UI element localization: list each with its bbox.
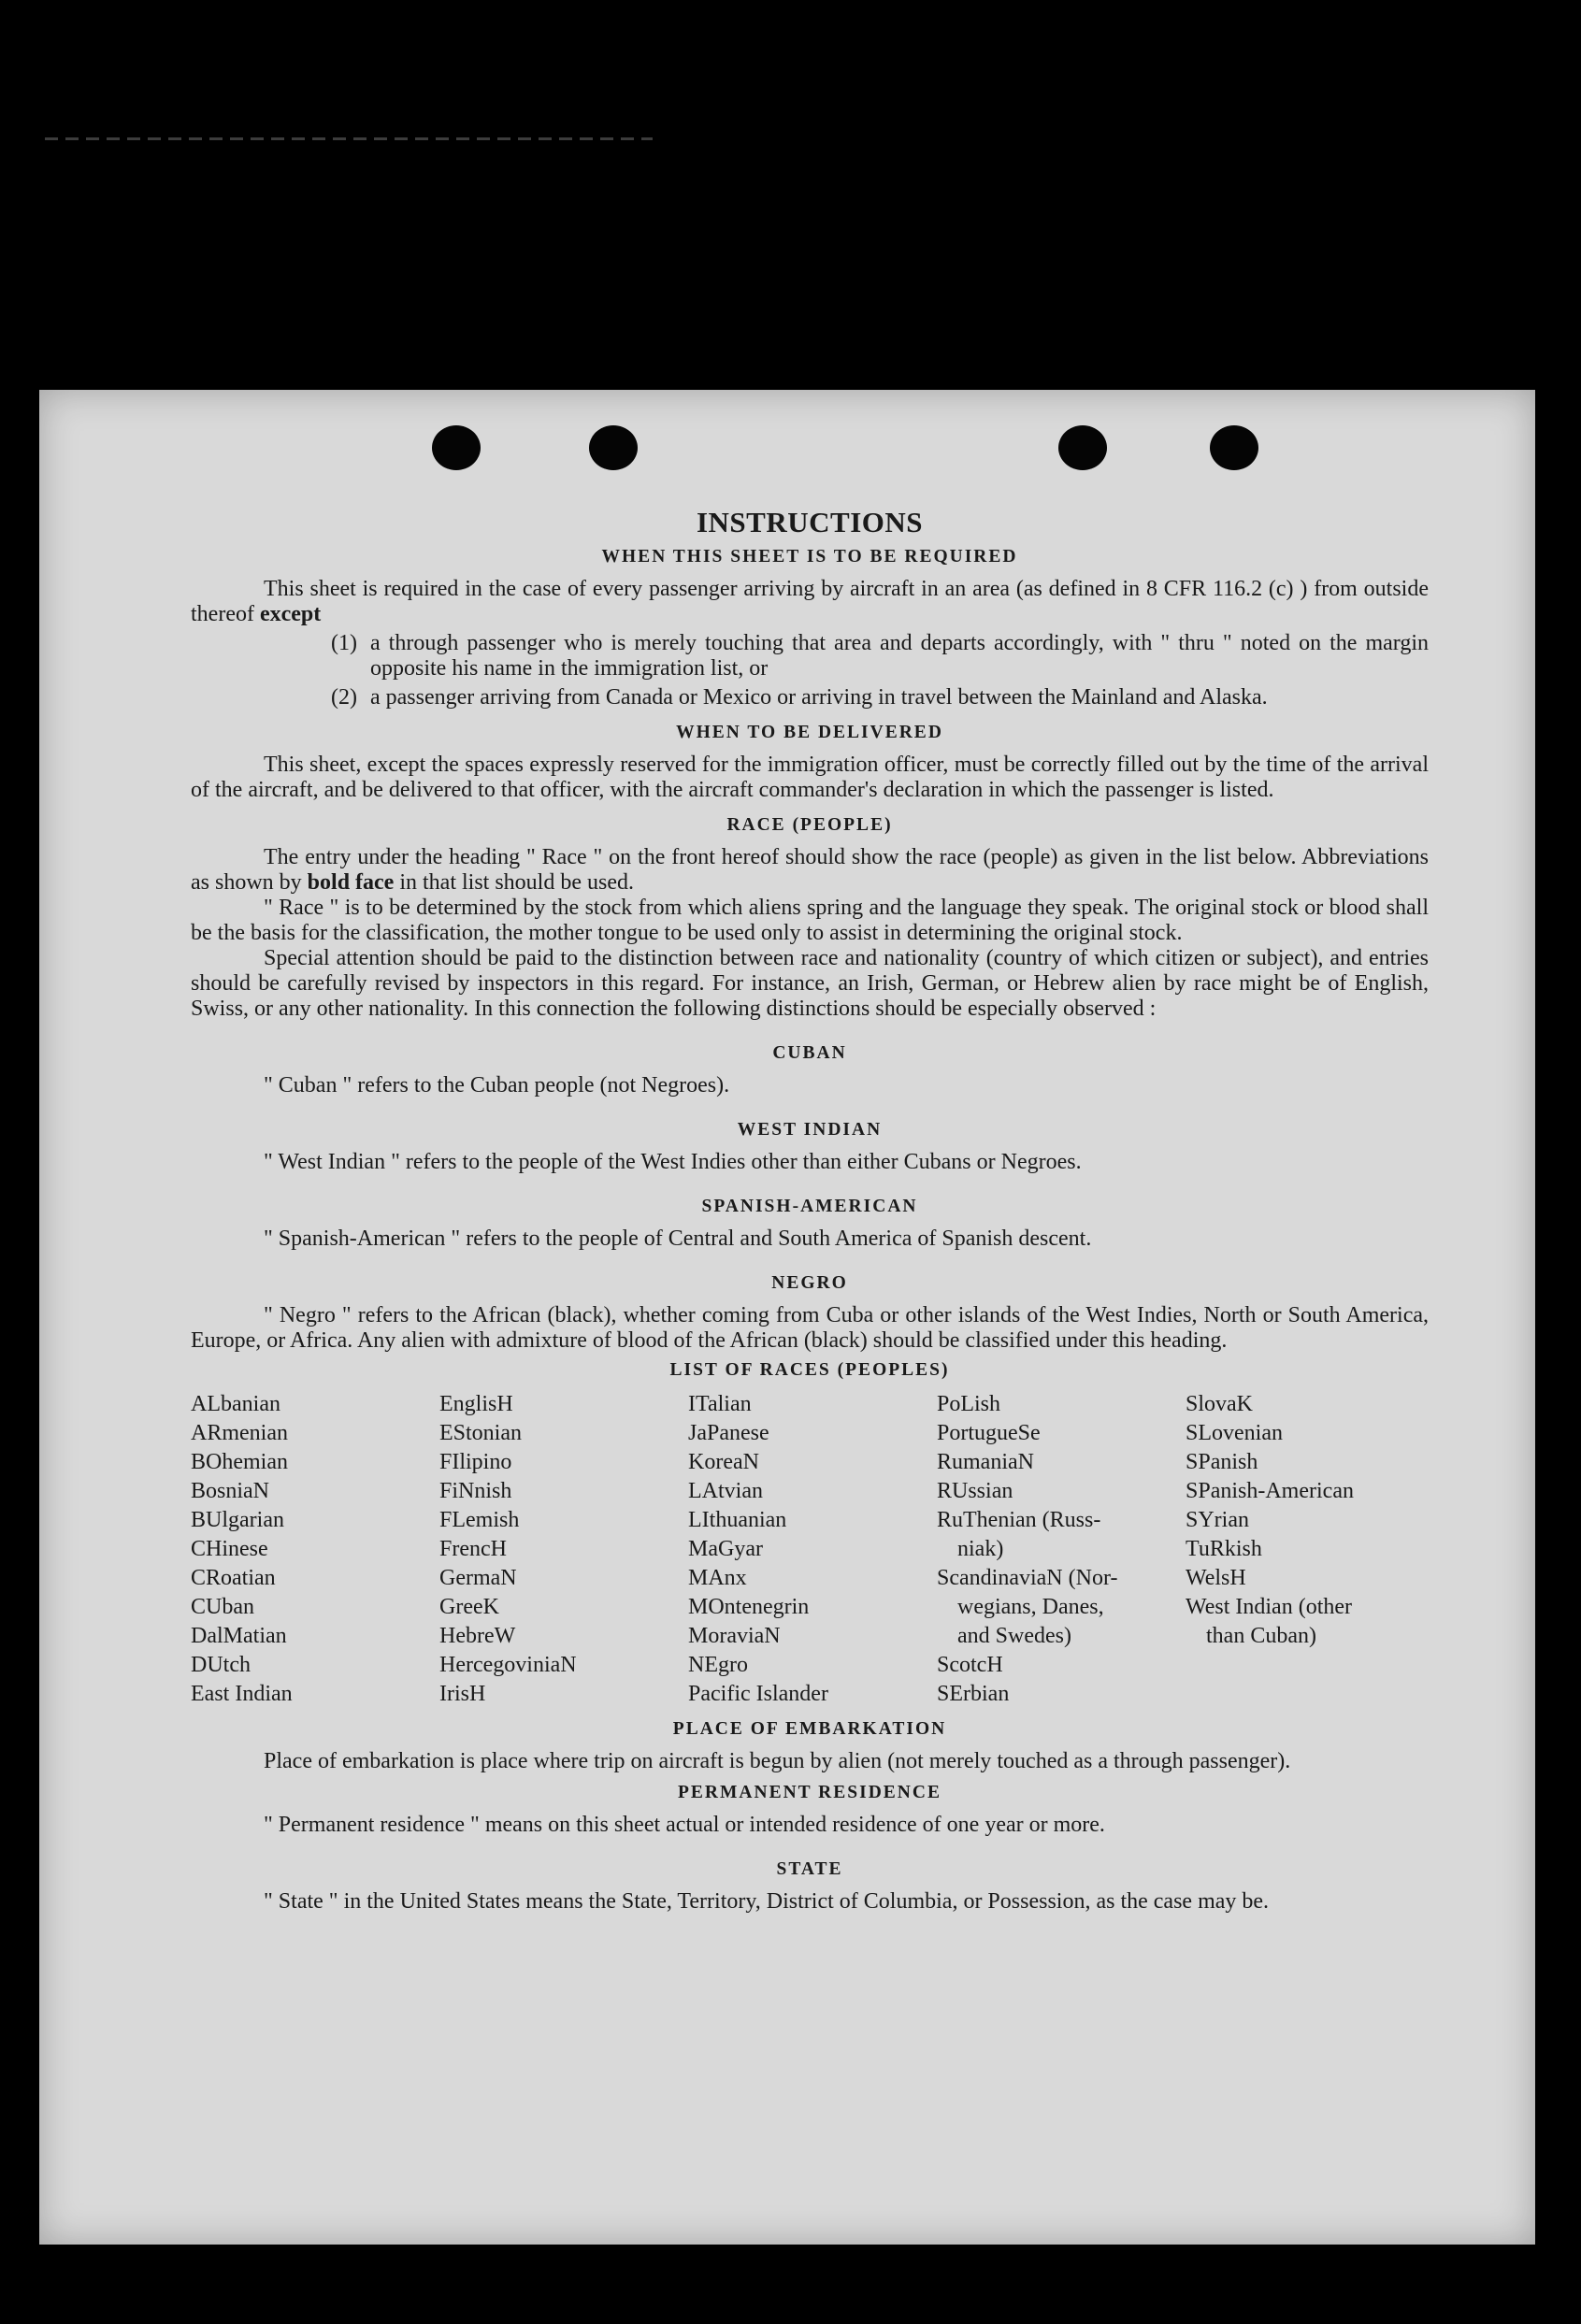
race-entry: SLovenian (1186, 1421, 1283, 1445)
race-entry: PoLish (937, 1392, 1001, 1416)
section-heading-required: WHEN THIS SHEET IS TO BE REQUIRED (601, 547, 1018, 567)
negro-text: " Negro " refers to the African (black), whether coming from Cuba or other islands of the West Indies, North or South America, Europe, or Africa. Any alien with admixture of blood of the African (black) should be classified under this heading. (191, 1303, 1429, 1353)
race-entry: Pacific Islander (688, 1682, 828, 1706)
punch-hole (589, 425, 638, 470)
race-entry: BOhemian (191, 1450, 288, 1474)
race-entry: ScandinaviaN (Nor- (937, 1566, 1118, 1590)
race-paragraph-2: " Race " is to be determined by the stock from which aliens spring and the language they speak. The original stock or blood shall be the basis for the classification, the mother tongue to be used only to assist in determining the original stock. (191, 896, 1429, 945)
race-entry: BosniaN (191, 1479, 269, 1503)
punch-hole (432, 425, 481, 470)
section-heading-race: RACE (PEOPLE) (726, 815, 893, 835)
races-column (439, 1390, 688, 1709)
required-item (331, 685, 1429, 710)
race-entry: MOntenegrin (688, 1595, 810, 1619)
section-heading-spanish-american: SPANISH-AMERICAN (701, 1197, 918, 1216)
section-heading-cuban: CUBAN (772, 1043, 847, 1063)
west-indian-text: " West Indian " refers to the people of the West Indies other than either Cubans or Negroes. (264, 1150, 1082, 1174)
delivered-text: This sheet, except the spaces expressly reserved for the immigration officer, must be correctly filled out by the time of the arrival of the aircraft, and be delivered to that officer, with the aircraft commander's declaration in which the passenger is listed. (191, 753, 1429, 802)
race-entry: ALbanian (191, 1392, 280, 1416)
race-entry: DUtch (191, 1653, 251, 1677)
document-content (191, 506, 1429, 1915)
state-text: " State " in the United States means the State, Territory, District of Columbia, or Possession, as the case may be. (264, 1889, 1270, 1914)
section-heading-races-list: LIST OF RACES (PEOPLES) (669, 1360, 950, 1380)
race-entry: GreeK (439, 1595, 499, 1619)
residence-text: " Permanent residence " means on this sheet actual or intended residence of one year or more. (264, 1813, 1105, 1837)
page-title: INSTRUCTIONS (696, 506, 923, 538)
race-entry: BUlgarian (191, 1508, 284, 1532)
race-entry: RuThenian (Russ- (937, 1508, 1101, 1532)
punch-hole (1210, 425, 1258, 470)
required-intro (191, 577, 1429, 627)
race-entry: FiNnish (439, 1479, 512, 1503)
race-entry: ScotcH (937, 1653, 1003, 1677)
race-entry: NEgro (688, 1653, 748, 1677)
race-entry: than Cuban) (1206, 1624, 1316, 1648)
race-entry: EStonian (439, 1421, 522, 1445)
race-entry: FIlipino (439, 1450, 512, 1474)
races-column (937, 1390, 1186, 1709)
section-heading-state: STATE (776, 1859, 843, 1879)
race-entry: LIthuanian (688, 1508, 787, 1532)
race-entry: ARmenian (191, 1421, 288, 1445)
race-entry: IrisH (439, 1682, 486, 1706)
race-entry: CRoatian (191, 1566, 276, 1590)
section-heading-negro: NEGRO (771, 1273, 848, 1293)
race-entry: FrencH (439, 1537, 507, 1561)
race-entry: MaGyar (688, 1537, 763, 1561)
races-column (1186, 1390, 1429, 1709)
race-entry: West Indian (other (1186, 1595, 1353, 1619)
race-entry: SlovaK (1186, 1392, 1253, 1416)
race-entry: SYrian (1186, 1508, 1249, 1532)
race-entry: RumaniaN (937, 1450, 1034, 1474)
section-heading-embarkation: PLACE OF EMBARKATION (672, 1719, 947, 1739)
race-p1b: in that list should be used. (399, 870, 634, 895)
race-entry: TuRkish (1186, 1537, 1262, 1561)
race-entry: LAtvian (688, 1479, 763, 1503)
section-heading-delivered: WHEN TO BE DELIVERED (676, 723, 943, 742)
race-p1-bold: bold face (307, 870, 395, 895)
section-heading-residence: PERMANENT RESIDENCE (678, 1783, 941, 1802)
document-sheet (39, 390, 1535, 2245)
race-entry: HercegoviniaN (439, 1653, 577, 1677)
race-entry: RUssian (937, 1479, 1013, 1503)
race-entry: ITalian (688, 1392, 752, 1416)
race-entry: WelsH (1186, 1566, 1246, 1590)
race-entry: SPanish (1186, 1450, 1258, 1474)
races-list (191, 1390, 1429, 1709)
race-entry: East Indian (191, 1682, 293, 1706)
required-intro-text: This sheet is required in the case of every passenger arriving by aircraft in an area (as defined in 8 CFR 116.2 (c) ) from outside thereof (191, 577, 1429, 626)
races-column (191, 1390, 439, 1709)
spanish-american-text: " Spanish-American " refers to the people of Central and South America of Spanish descent. (264, 1227, 1092, 1251)
item-number: (2) (331, 685, 357, 710)
embarkation-text: Place of embarkation is place where trip on aircraft is begun by alien (not merely touched as a through passenger). (264, 1749, 1291, 1773)
race-entry: CUban (191, 1595, 254, 1619)
item-text: a through passenger who is merely touching that area and departs accordingly, with " thru " noted on the margin opposite his name in the immigration list, or (370, 631, 1429, 681)
required-item (331, 631, 1429, 681)
race-entry: GermaN (439, 1566, 517, 1590)
item-text: a passenger arriving from Canada or Mexico or arriving in travel between the Mainland and Alaska. (370, 685, 1268, 710)
race-entry: wegians, Danes, (957, 1595, 1104, 1619)
scan-artifact (45, 137, 653, 140)
section-heading-west-indian: WEST INDIAN (737, 1120, 883, 1140)
required-intro-bold: except (259, 602, 322, 626)
punch-hole (1058, 425, 1107, 470)
race-entry: SPanish-American (1186, 1479, 1354, 1503)
race-entry: CHinese (191, 1537, 268, 1561)
cuban-text: " Cuban " refers to the Cuban people (not Negroes). (264, 1073, 730, 1097)
race-entry: SErbian (937, 1682, 1010, 1706)
race-paragraph-3: Special attention should be paid to the distinction between race and nationality (country of which citizen or subject), and entries should be carefully revised by inspectors in this regard. For instance, an Irish, German, or Hebrew alien by race might be of English, Swiss, or any other nationality. In this connection the following distinctions should be especially observed : (191, 946, 1429, 1021)
race-entry: MoraviaN (688, 1624, 781, 1648)
race-entry: EnglisH (439, 1392, 513, 1416)
race-entry: DalMatian (191, 1624, 287, 1648)
race-entry: JaPanese (688, 1421, 769, 1445)
race-entry: PortugueSe (937, 1421, 1041, 1445)
item-number: (1) (331, 631, 357, 655)
race-entry: MAnx (688, 1566, 747, 1590)
race-entry: HebreW (439, 1624, 516, 1648)
race-entry: and Swedes) (957, 1624, 1071, 1648)
race-entry: KoreaN (688, 1450, 759, 1474)
race-p1a: The entry under the heading " Race " on the front hereof should show the race (people) as given in the list below. Abbreviations as shown by (191, 845, 1429, 895)
races-column (688, 1390, 937, 1709)
race-entry: niak) (957, 1537, 1004, 1561)
race-paragraph-1 (191, 845, 1429, 896)
race-entry: FLemish (439, 1508, 520, 1532)
